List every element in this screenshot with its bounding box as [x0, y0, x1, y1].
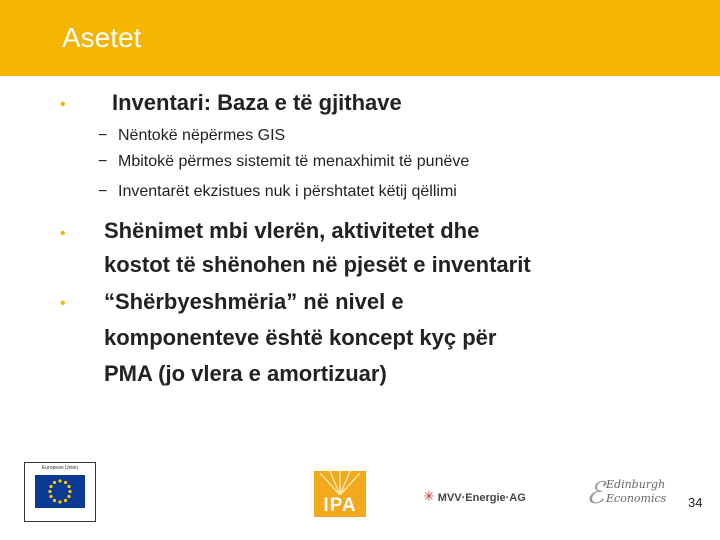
bullet-sherbyeshmeria-line1: “Shërbyeshmëria” në nivel e	[104, 289, 404, 314]
sub-bullet-2: Mbitokë përmes sistemit të menaxhimit të punëve	[118, 153, 470, 170]
ipa-logo	[314, 471, 366, 517]
bullet-marker: •	[60, 295, 66, 312]
eu-logo	[24, 462, 96, 522]
bullet-sherbyeshmeria-line3: PMA (jo vlera e amortizuar)	[104, 361, 387, 386]
bullet-marker: •	[60, 96, 66, 113]
mvv-star-icon: ✳	[423, 488, 435, 504]
sub-bullet-1: Nëntokë nëpërmes GIS	[118, 127, 286, 144]
sun-rays-icon	[314, 471, 366, 495]
bullet-marker: •	[60, 225, 66, 242]
eu-flag-icon	[35, 475, 85, 508]
edinburgh-economics-logo	[586, 476, 668, 512]
ipa-text: IPA	[323, 495, 357, 516]
slide-title: Asetet	[62, 22, 142, 53]
mvv-text: MVV·Energie·AG	[437, 492, 526, 504]
mvv-logo	[423, 488, 526, 508]
dash-marker: −	[98, 183, 108, 200]
dash-marker: −	[98, 153, 108, 170]
page-number: 34	[688, 495, 703, 510]
edinburgh-text: Edinburgh	[606, 478, 666, 491]
bullet-sherbyeshmeria-line2: komponenteve është koncept kyç për	[104, 325, 497, 350]
eu-caption: European Union	[41, 465, 79, 471]
dash-marker: −	[98, 127, 108, 144]
bullet-inventari: Inventari: Baza e të gjithave	[112, 90, 402, 115]
economics-text: Economics	[606, 492, 667, 505]
bullet-shenimet-line1: Shënimet mbi vlerën, aktivitetet dhe	[104, 218, 480, 243]
bullet-shenimet-line2: kostot të shënohen në pjesët e inventarit	[104, 252, 531, 277]
sub-bullet-3: Inventarët ekzistues nuk i përshtatet këtij qëllimi	[118, 183, 457, 200]
ee-monogram-icon: ℰ	[586, 476, 605, 511]
